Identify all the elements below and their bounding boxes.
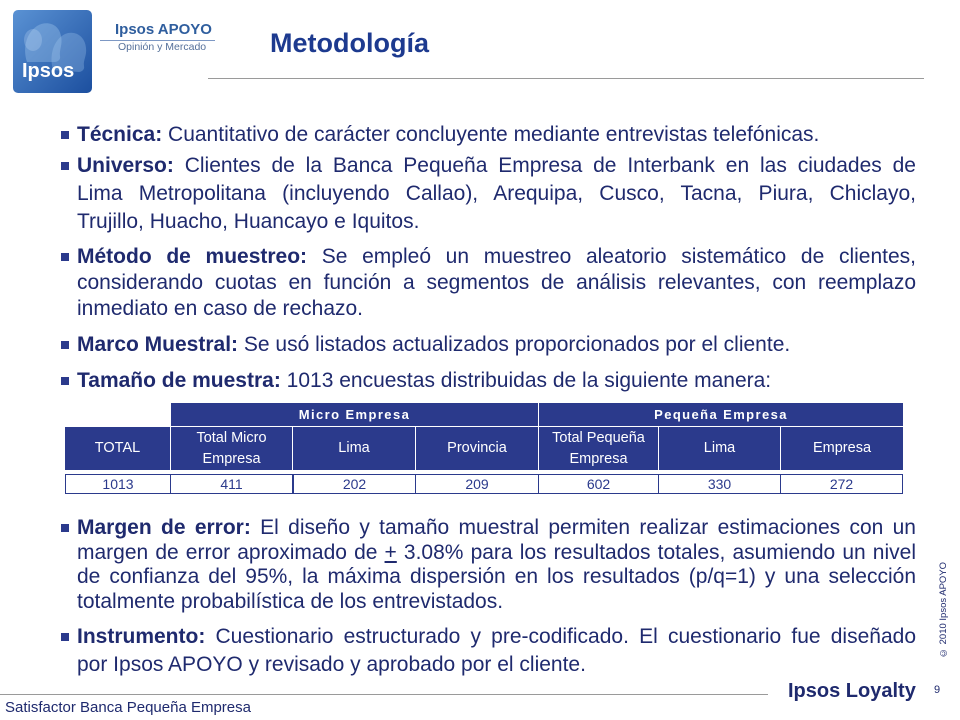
table-cell-value: 209 — [415, 475, 538, 493]
bullet-square-icon — [61, 162, 69, 170]
bullet-line — [77, 368, 916, 394]
copyright-notice: © 2010 Ipsos APOYO — [938, 561, 949, 658]
bullet-line: Lima Metropolitana (incluyendo Callao), Arequipa, Cusco, Tacna, Piura, Chiclayo, — [77, 182, 916, 205]
bullet-label: Margen de error: — [77, 516, 251, 539]
bullet-line — [77, 332, 916, 358]
table-column-header: Total Pequeña Empresa — [539, 427, 658, 470]
page-title: Metodología — [270, 28, 429, 58]
logo-wordmark: Ipsos — [22, 60, 75, 82]
bullet-text-block — [77, 122, 916, 148]
bullet-square-icon — [61, 131, 69, 139]
plus-minus-symbol: + — [384, 540, 397, 564]
bullet-line: de confianza del 95%, la máxima dispersión en los resultados (p/q=1) y una selección — [77, 565, 916, 589]
bullet-line: por Ipsos APOYO y revisado y aprobado por el cliente. — [77, 653, 586, 676]
footer-divider — [0, 694, 768, 695]
bullet-text-block — [77, 368, 916, 394]
bullet-text-block — [77, 152, 916, 236]
report-name: Satisfactor Banca Pequeña Empresa — [5, 699, 251, 716]
table-column-header: Empresa — [781, 427, 903, 470]
bullet-square-icon — [61, 341, 69, 349]
bullet-line: totalmente probabilística de los entrevistados. — [77, 590, 504, 614]
table-cell-value: 411 — [170, 475, 292, 493]
bullet-text: margen de error aproximado de — [77, 540, 385, 564]
bullet-line: Trujillo, Huacho, Huancayo e Iquitos. — [77, 210, 420, 233]
table-cell-value: 602 — [538, 475, 658, 493]
table-group-header-pequena: Pequeña Empresa — [539, 403, 903, 426]
bullet-text: Cuestionario estructurado y pre-codificado. El cuestionario fue diseñado — [205, 625, 916, 648]
bullet-text: Se empleó un muestreo aleatorio sistemático de clientes, — [307, 245, 916, 268]
bullet-text: Clientes de la Banca Pequeña Empresa de Interbank en las ciudades de — [173, 154, 916, 177]
bullet-label: Marco Muestral: — [77, 333, 239, 356]
bullet-line — [77, 623, 916, 651]
bullet-line — [77, 244, 916, 270]
bullet-square-icon — [61, 377, 69, 385]
bullet-square-icon — [61, 633, 69, 641]
table-cell-value: 1013 — [102, 476, 134, 492]
bullet-text: Cuantitativo de carácter concluyente mediante entrevistas telefónicas. — [162, 123, 820, 146]
table-column-header: Provincia — [416, 427, 538, 470]
bullet-line — [77, 516, 916, 541]
bullet-text: El diseño y tamaño muestral permiten realizar estimaciones con un — [250, 516, 916, 539]
table-cell-value: 330 — [658, 475, 780, 493]
table-column-header: TOTAL — [65, 427, 170, 470]
bullet-square-icon — [61, 253, 69, 261]
bullet-line — [77, 152, 916, 180]
bullet-label: Instrumento: — [77, 625, 206, 648]
table-cell-value: 202 — [292, 475, 415, 493]
bullet-text-block — [77, 244, 916, 322]
bullet-line: inmediato en caso de rechazo. — [77, 297, 364, 320]
bullet-text-block — [77, 516, 916, 615]
bullet-text-block — [77, 332, 916, 358]
title-divider — [208, 78, 924, 79]
sample-size-table — [65, 403, 903, 494]
table-column-header: Total Micro Empresa — [171, 427, 292, 470]
table-cell-value: 272 — [780, 475, 902, 493]
table-column-header: Lima — [293, 427, 415, 470]
bullet-label: Tamaño de muestra: — [77, 369, 281, 392]
bullet-text: Se usó listados actualizados proporcionados por el cliente. — [238, 333, 791, 356]
company-tagline: Opinión y Mercado — [118, 41, 207, 53]
page-number: 9 — [934, 684, 941, 696]
ipsos-loyalty-logo: Ipsos Loyalty — [788, 680, 916, 702]
bullet-square-icon — [61, 524, 69, 532]
bullet-text: 3.08% para los resultados totales, asumiendo un nivel — [396, 540, 916, 564]
company-name: Ipsos APOYO — [115, 21, 212, 38]
bullet-text: 1013 encuestas distribuidas de la siguiente manera: — [280, 369, 772, 392]
table-column-header: Lima — [659, 427, 780, 470]
bullet-label: Universo: — [77, 154, 174, 177]
bullet-line: considerando cuotas en función a segmentos de análisis relevantes, con reemplazo — [77, 271, 916, 294]
logo-silhouette — [24, 29, 42, 51]
table-group-header-micro: Micro Empresa — [171, 403, 538, 426]
bullet-label: Técnica: — [77, 123, 163, 146]
bullet-line — [77, 122, 916, 148]
bullet-line — [77, 541, 916, 566]
bullet-label: Método de muestreo: — [77, 245, 308, 268]
bullet-text-block — [77, 623, 916, 679]
